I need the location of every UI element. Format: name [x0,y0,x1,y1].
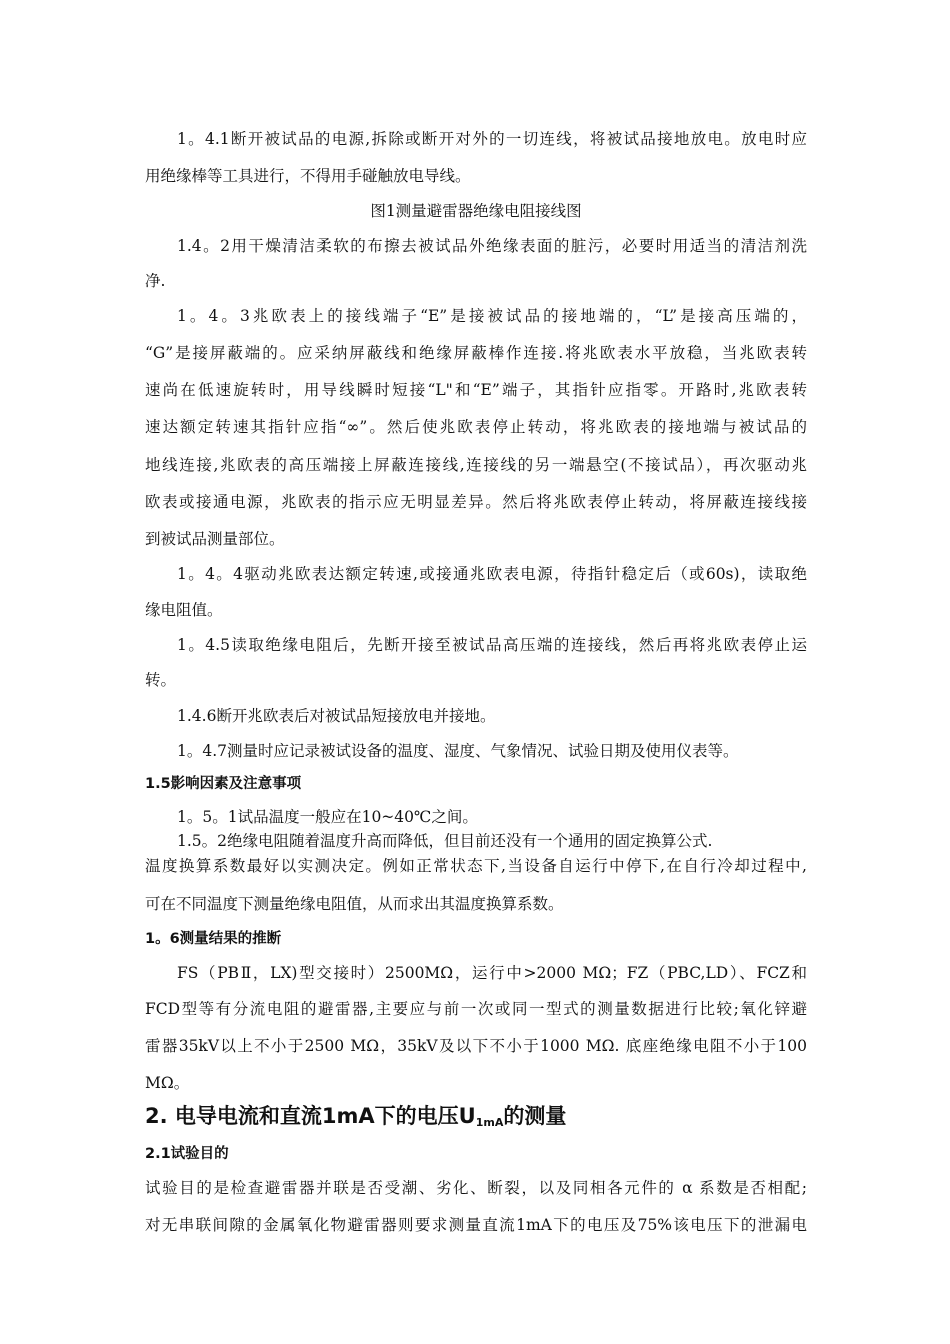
paragraph-1-5-2-line-1: 1.5。2绝缘电阻随着温度升高而降低，但目前还没有一个通用的固定换算公式. [177,832,713,850]
paragraph-2-1-line-1: 试验目的是检查避雷器并联是否受潮、劣化、断裂，以及同相各元件的 α 系数是否相配; [145,1179,807,1197]
paragraph-1-4-4-line-2: 缘电阻值。 [145,601,223,619]
paragraph-1-4-5-line-2: 转。 [145,671,177,689]
paragraph-1-4-3-line-4: 速达额定转速其指针应指“∞”。然后使兆欧表停止转动，将兆欧表的接地端与被试品的 [145,418,807,436]
section-heading-2-1: 2.1试验目的 [145,1146,229,1162]
paragraph-1-4-2-line-2: 净. [145,272,166,290]
paragraph-1-4-3-line-6: 欧表或接通电源，兆欧表的指示应无明显差异。然后将兆欧表停止转动，将屏蔽连接线接 [145,493,807,511]
paragraph-1-5-1: 1。5。1试品温度一般应在10~40℃之间。 [177,808,478,826]
paragraph-1-4-3-line-3: 速尚在低速旋转时，用导线瞬时短接“L"和“E”端子，其指针应指零。开路时,兆欧表转 [145,381,807,399]
paragraph-1-4-2-line-1: 1.4。2用干燥清洁柔软的布擦去被试品外绝缘表面的脏污，必要时用适当的清洁剂洗 [177,237,807,255]
paragraph-1-5-2-line-3: 可在不同温度下测量绝缘电阻值，从而求出其温度换算系数。 [145,895,564,913]
paragraph-2-1-line-2: 对无串联间隙的金属氧化物避雷器则要求测量直流1mA下的电压及75%该电压下的泄漏电 [145,1216,807,1234]
paragraph-1-6-line-1: FS（PBⅡ，LX)型交接时）2500MΩ，运行中>2000 MΩ；FZ（PBC,LD）、FCZ和 [177,964,807,982]
chapter-heading-2-subscript: 1mA [475,1116,504,1129]
paragraph-1-4-5-line-1: 1。4.5读取绝缘电阻后，先断开接至被试品高压端的连接线，然后再将兆欧表停止运 [177,636,807,654]
paragraph-1-4-3-line-2: “G”是接屏蔽端的。应采纳屏蔽线和绝缘屏蔽棒作连接.将兆欧表水平放稳，当兆欧表转 [145,344,807,362]
paragraph-1-4-7: 1。4.7测量时应记录被试设备的温度、湿度、气象情况、试验日期及使用仪表等。 [177,742,739,760]
section-heading-1-6: 1。6测量结果的推断 [145,931,282,947]
figure-caption: 图1测量避雷器绝缘电阻接线图 [370,202,582,220]
paragraph-1-4-3-line-5: 地线连接,兆欧表的高压端接上屏蔽连接线,连接线的另一端悬空(不接试品），再次驱动兆 [145,456,807,474]
paragraph-1-4-1-line-2: 用绝缘棒等工具进行，不得用手碰触放电导线。 [145,167,471,185]
chapter-heading-2-suffix: 的测量 [503,1104,567,1128]
paragraph-1-4-1-line-1: 1。4.1断开被试品的电源,拆除或断开对外的一切连线，将被试品接地放电。放电时应 [177,130,807,148]
paragraph-1-4-6: 1.4.6断开兆欧表后对被试品短接放电并接地。 [177,707,496,725]
paragraph-1-4-3-line-7: 到被试品测量部位。 [145,530,285,548]
section-heading-1-5: 1.5影响因素及注意事项 [145,776,302,792]
paragraph-1-4-3-line-1: 1。4。3兆欧表上的接线端子“E”是接被试品的接地端的，“L”是接高压端的， [177,307,807,325]
chapter-heading-2-text: 2. 电导电流和直流1mA下的电压U [145,1104,476,1128]
paragraph-1-6-line-3: 雷器35kV以上不小于2500 MΩ，35kV及以下不小于1000 MΩ. 底座绝缘电阻不小于100 [145,1037,807,1055]
paragraph-1-6-line-4: MΩ。 [145,1074,190,1092]
paragraph-1-4-4-line-1: 1。4。4驱动兆欧表达额定转速,或接通兆欧表电源，待指针稳定后（或60s)，读取绝 [177,565,807,583]
paragraph-1-6-line-2: FCD型等有分流电阻的避雷器,主要应与前一次或同一型式的测量数据进行比较;氧化锌避 [145,1000,807,1018]
paragraph-1-5-2-line-2: 温度换算系数最好以实测决定。例如正常状态下,当设备自运行中停下,在自行冷却过程中, [145,857,807,875]
chapter-heading-2 [145,1103,807,1136]
